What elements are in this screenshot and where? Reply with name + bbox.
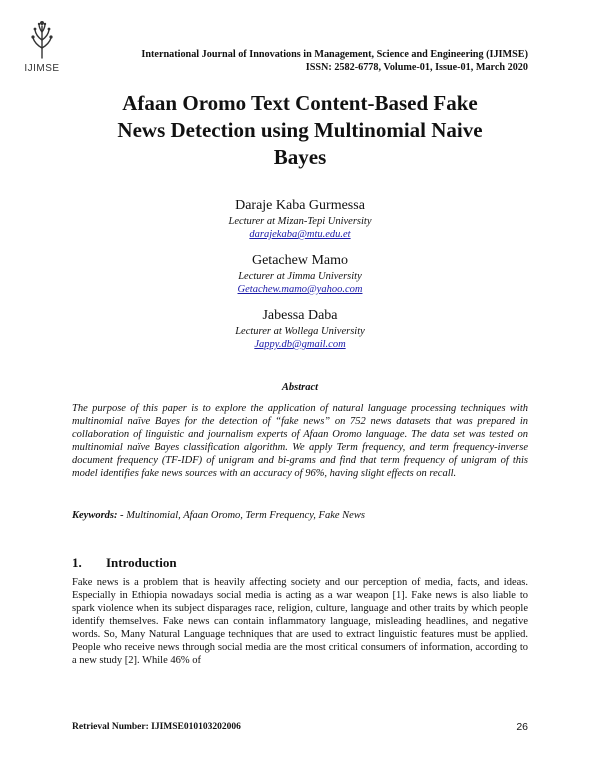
journal-header	[141, 48, 528, 74]
journal-issn: ISSN: 2582-6778, Volume-01, Issue-01, March 2020	[305, 62, 528, 73]
journal-logo	[22, 18, 62, 74]
keywords-text: Multinomial, Afaan Oromo, Term Frequency, Fake News	[123, 510, 365, 521]
paper-title	[60, 90, 540, 171]
author-list	[150, 197, 450, 362]
page-number: 26	[516, 721, 528, 733]
author-block	[150, 197, 450, 241]
retrieval-number: Retrieval Number: IJIMSE010103202006	[72, 722, 241, 732]
author-block	[150, 307, 450, 351]
author-email-link[interactable]: Getachew.mamo@yahoo.com	[237, 284, 363, 295]
author-name: Getachew Mamo	[251, 253, 349, 268]
section-number: 1.	[72, 555, 82, 570]
author-email-link[interactable]: Jappy.db@gmail.com	[254, 339, 346, 350]
abstract-heading: Abstract	[281, 382, 319, 393]
author-name: Jabessa Daba	[262, 308, 338, 323]
author-block	[150, 252, 450, 296]
keywords	[72, 509, 528, 522]
section-heading	[72, 555, 177, 571]
author-affiliation: Lecturer at Wollega University	[235, 326, 365, 337]
section-title: Introduction	[106, 555, 177, 570]
author-affiliation: Lecturer at Jimma University	[238, 271, 362, 282]
journal-name: International Journal of Innovations in Management, Science and Engineering (IJIMSE)	[141, 49, 528, 60]
title-line-1: Afaan Oromo Text Content-Based Fake	[122, 91, 478, 115]
tree-sprout-icon	[29, 18, 55, 60]
title-line-3: Bayes	[273, 145, 327, 169]
abstract-text: The purpose of this paper is to explore the application of natural language processing techniques with multinomial naïve Bayes for the detection of “fake news” on 752 news datasets that was prepared in collaboration of linguistic and journalism experts of Afaan Oromo language. The data set was tested on multinomial naïve Bayes classification algorithm. We apply Term frequency, and term frequency-inverse document frequency (TF-IDF) of unigram and bi-grams and find that term frequency of unigram of this model identifies fake news sources with an accuracy of 96%, having slight effects on recall.	[72, 403, 528, 479]
title-line-2: News Detection using Multinomial Naive	[117, 118, 483, 142]
author-email-link[interactable]: darajekaba@mtu.edu.et	[249, 229, 351, 240]
keywords-label: Keywords: -	[72, 510, 124, 521]
author-affiliation: Lecturer at Mizan-Tepi University	[228, 216, 372, 227]
author-name: Daraje Kaba Gurmessa	[235, 198, 365, 213]
intro-paragraph: Fake news is a problem that is heavily affecting society and our perception of media, facts, and ideas. Especially in Ethiopia nowadays social media is acting as a war weapon [1]. Fake news is also liable to spark violence when its subject disparages race, religion, culture, language and other traits by which people identify themselves. Fake news can contain inflammatory language, misleading headlines, and negative words. So, Many Natural Language techniques that are used to extract linguistic features must be applied. People who receive news through social media are the most critical consumers of information, according to a new study [2]. While 46% of	[72, 577, 528, 666]
logo-text: IJIMSE	[24, 63, 60, 74]
